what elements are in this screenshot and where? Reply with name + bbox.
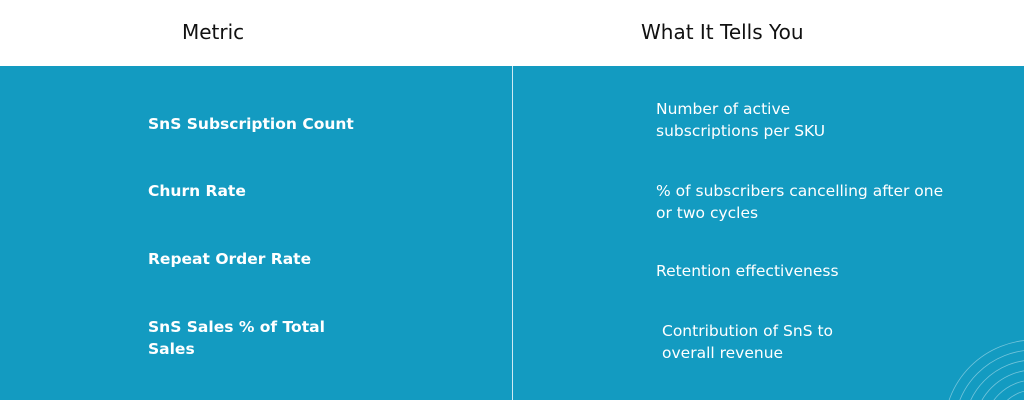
table-body bbox=[0, 66, 1024, 400]
decorative-wave-pattern bbox=[924, 320, 1024, 400]
column-divider bbox=[512, 66, 513, 400]
column-header-metric: Metric bbox=[182, 20, 245, 44]
metric-sns-sales-percent-description: Contribution of SnS to overall revenue bbox=[662, 322, 834, 362]
column-header-what-it-tells-you: What It Tells You bbox=[641, 20, 804, 44]
metric-repeat-order-rate-description: Retention effectiveness bbox=[656, 262, 839, 280]
table-header bbox=[0, 0, 1024, 66]
metric-repeat-order-rate: Repeat Order Rate bbox=[148, 250, 312, 268]
metric-subscription-count: SnS Subscription Count bbox=[148, 115, 354, 133]
metric-sns-sales-percent: SnS Sales % of Total Sales bbox=[148, 318, 325, 358]
metric-churn-rate-description: % of subscribers cancelling after one or two cycles bbox=[656, 182, 944, 222]
metric-churn-rate: Churn Rate bbox=[148, 182, 246, 200]
metric-subscription-count-description: Number of active subscriptions per SKU bbox=[656, 100, 826, 140]
